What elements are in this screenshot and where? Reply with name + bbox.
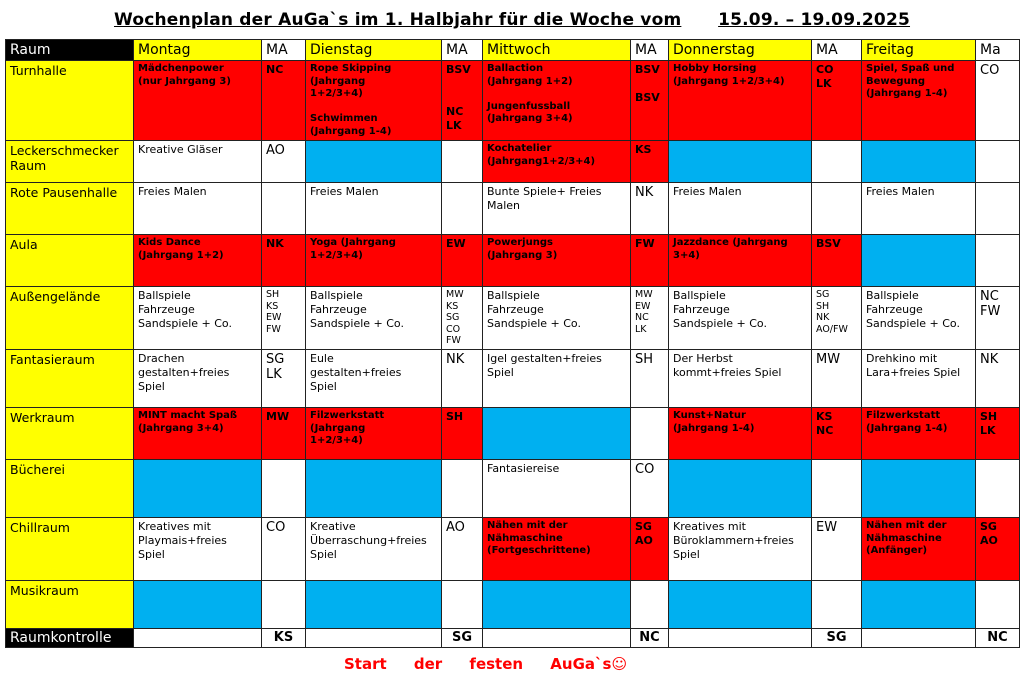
staff-code [635,77,664,91]
schedule-row [6,287,1020,350]
staff-code: CO [446,323,461,335]
room-control-value: SG [442,629,483,648]
page-title [0,10,1024,30]
staff-cell [262,350,306,408]
staff-code: KS [446,300,459,312]
room-control-value: NC [631,629,669,648]
activity-cell [306,350,442,408]
staff-cell [631,408,669,460]
activity-cell [306,460,442,518]
activity-line: Yoga (Jahrgang [310,237,396,248]
activity-cell [669,350,812,408]
activity-cell [483,235,631,287]
activity-line: Lara+freies Spiel [866,366,961,379]
schedule-row [6,141,1020,183]
staff-code: NC [816,424,834,437]
staff-cell [812,235,862,287]
staff-code: AO [446,520,465,535]
activity-cell [306,61,442,141]
staff-cell [812,408,862,460]
activity-line: Ballspiele [310,289,363,302]
schedule-row [6,581,1020,629]
activity-line: Sandspiele + Co. [673,317,767,330]
activity-cell [306,581,442,629]
staff-cell [631,61,669,141]
staff-cell [442,183,483,235]
staff-cell [631,518,669,581]
staff-code: EW [266,312,282,323]
room-name: Bücherei [6,460,134,518]
staff-code: AO [980,534,998,547]
activity-cell [483,61,631,141]
staff-code: NC [635,312,649,323]
activity-cell [306,141,442,183]
activity-line: gestalten+freies [310,366,402,379]
staff-cell [812,518,862,581]
staff-code: KS [266,300,279,312]
schedule-row [6,61,1020,141]
activity-cell [134,287,262,350]
activity-line: Schwimmen [310,113,378,124]
activity-cell [483,350,631,408]
activity-line: Spiel [310,380,337,393]
staff-code: EW [816,520,838,535]
room-name: Außengelände [6,287,134,350]
room-control-value: NC [976,629,1020,648]
activity-line: (Jahrgang 1+2) [487,75,573,87]
staff-cell [976,183,1020,235]
activity-cell [862,518,976,581]
staff-code: NK [446,352,465,367]
staff-cell [631,581,669,629]
activity-line: gestalten+freies [138,366,230,379]
staff-code: SH [980,410,998,423]
activity-line: Powerjungs [487,237,553,248]
activity-cell [862,408,976,460]
staff-code: CO [635,462,655,477]
staff-code: MW [635,289,653,300]
staff-cell [262,235,306,287]
activity-line: Ballspiele [673,289,726,302]
activity-line [487,88,626,101]
activity-line: 1+2/3+4) [310,249,363,261]
header-ma: Ma [976,40,1020,61]
activity-cell [862,183,976,235]
staff-code: MW [446,289,464,300]
activity-line: Fantasiereise [487,462,560,475]
staff-code: NC [446,105,464,118]
activity-line: Spiel [673,548,700,561]
staff-cell [631,141,669,183]
schedule-row [6,518,1020,581]
activity-line: Jazzdance (Jahrgang [673,237,788,248]
staff-cell [976,61,1020,141]
title-dates: 15.09. – 19.09.2025 [718,10,911,30]
activity-line: Kreatives mit [673,520,746,533]
staff-cell [442,408,483,460]
activity-line: Freies Malen [138,185,207,198]
activity-line: Nähmaschine [487,532,563,544]
activity-line: (Jahrgang 3+4) [138,422,224,434]
activity-line: Fahrzeuge [138,303,195,316]
header-ma: MA [442,40,483,61]
activity-line: Sandspiele + Co. [487,317,581,330]
activity-line: Fahrzeuge [487,303,544,316]
staff-code: BSV [635,91,660,104]
header-ma: MA [262,40,306,61]
staff-cell [262,183,306,235]
activity-cell [134,350,262,408]
activity-line: Bunte Spiele+ Freies [487,185,602,198]
staff-cell [631,287,669,350]
staff-cell [631,460,669,518]
room-name: Aula [6,235,134,287]
activity-line: Kreative [310,520,356,533]
activity-line: Kreative Gläser [138,143,223,156]
activity-line: kommt+freies Spiel [673,366,782,379]
activity-line [310,101,437,114]
schedule-row [6,460,1020,518]
activity-line: Kunst+Natur [673,410,746,421]
staff-cell [812,460,862,518]
staff-cell [262,287,306,350]
activity-line: Der Herbst [673,352,733,365]
activity-line: Sandspiele + Co. [138,317,232,330]
room-control-value: SG [812,629,862,648]
room-name: Fantasieraum [6,350,134,408]
room-name: Rote Pausenhalle [6,183,134,235]
activity-line: Kreatives mit [138,520,211,533]
header-day-tuesday: Dienstag [306,40,442,61]
activity-line: Malen [487,199,521,212]
staff-cell [442,235,483,287]
staff-cell [442,61,483,141]
activity-cell [134,460,262,518]
activity-cell [306,235,442,287]
activity-line: Freies Malen [673,185,742,198]
activity-line: Ballspiele [487,289,540,302]
activity-cell [669,287,812,350]
activity-line: 3+4) [673,249,700,261]
activity-line: Sandspiele + Co. [310,317,404,330]
activity-line: Nähmaschine [866,532,942,544]
staff-code: MW [816,352,841,367]
activity-line: Büroklammern+freies [673,534,794,547]
activity-cell [134,408,262,460]
activity-line: Nähen mit der [487,520,568,531]
staff-code: AO [635,534,653,547]
header-row [6,40,1020,61]
activity-line: (Anfänger) [866,545,928,556]
activity-line: (Jahrgang 1-4) [310,125,392,137]
staff-cell [976,287,1020,350]
staff-cell [442,460,483,518]
activity-line: (Jahrgang [310,422,366,434]
header-day-thursday: Donnerstag [669,40,812,61]
activity-cell [483,141,631,183]
activity-line: (Jahrgang 3+4) [487,113,573,124]
activity-cell [306,183,442,235]
activity-line: (Jahrgang 1-4) [866,88,948,99]
start-note: Start der festen AuGa`s☺ [344,655,628,673]
activity-line: (Jahrgang 1-4) [866,422,948,434]
activity-line: Spiel [487,366,514,379]
activity-line: Bewegung [866,75,925,87]
staff-code: CO [980,63,1000,78]
staff-code: FW [980,304,1001,319]
activity-cell [862,235,976,287]
staff-cell [631,350,669,408]
staff-code: BSV [446,63,471,76]
staff-code: LK [446,119,462,132]
activity-cell [862,61,976,141]
staff-code: CO [816,63,834,76]
activity-line: Sandspiele + Co. [866,317,960,330]
staff-code: SH [266,289,280,300]
activity-cell [862,141,976,183]
staff-code: FW [266,323,281,335]
staff-code: NK [816,312,830,323]
staff-code: NC [266,63,284,76]
schedule-row [6,408,1020,460]
activity-cell [862,350,976,408]
activity-cell [862,581,976,629]
staff-code: LK [816,77,832,90]
staff-cell [442,350,483,408]
activity-cell [134,581,262,629]
activity-cell [483,408,631,460]
activity-line: Freies Malen [310,185,379,198]
staff-cell [812,287,862,350]
staff-code: SG [980,520,997,533]
schedule-row [6,183,1020,235]
activity-cell [483,518,631,581]
staff-code: BSV [816,237,841,250]
activity-cell [669,235,812,287]
activity-line: Kochatelier [487,143,552,154]
activity-line: MINT macht Spaß [138,410,238,421]
staff-cell [812,350,862,408]
staff-code: NK [635,185,654,200]
activity-line: Überraschung+freies [310,534,427,547]
activity-line: Rope Skipping [310,63,392,74]
activity-line: Kids Dance [138,237,201,248]
staff-cell [812,183,862,235]
activity-cell [134,518,262,581]
activity-cell [306,287,442,350]
staff-code [446,77,478,91]
activity-line: Freies Malen [866,185,935,198]
staff-code: LK [980,424,996,437]
activity-cell [306,408,442,460]
activity-line: (Jahrgang 1+2) [138,249,224,261]
staff-cell [976,518,1020,581]
schedule-row [6,235,1020,287]
activity-line: Spiel [310,548,337,561]
footer-empty [862,629,976,648]
room-name: Werkraum [6,408,134,460]
activity-line: 1+2/3+4) [310,88,363,99]
staff-cell [976,235,1020,287]
staff-code: SG [635,520,652,533]
header-room: Raum [6,40,134,61]
header-day-friday: Freitag [862,40,976,61]
activity-line: Jungenfussball [487,100,571,112]
staff-cell [812,141,862,183]
schedule-table [5,39,1020,648]
staff-code: BSV [635,63,660,76]
activity-line: Mädchenpower [138,63,224,74]
activity-line: Fahrzeuge [310,303,367,316]
activity-cell [669,141,812,183]
staff-code: EW [635,300,651,312]
staff-code: SG [266,352,285,367]
activity-line: Spiel [138,380,165,393]
activity-line: Playmais+freies [138,534,227,547]
activity-cell [134,141,262,183]
activity-line: Nähen mit der [866,520,947,531]
staff-cell [976,350,1020,408]
header-ma: MA [631,40,669,61]
footer-empty [134,629,262,648]
activity-cell [134,61,262,141]
activity-cell [862,287,976,350]
activity-cell [483,287,631,350]
footer-empty [483,629,631,648]
room-control-row [6,629,1020,648]
activity-line: Hobby Horsing [673,63,757,74]
header-ma: MA [812,40,862,61]
room-control-label: Raumkontrolle [6,629,134,648]
staff-code: FW [635,237,655,250]
activity-line: (Jahrgang 3) [487,249,558,261]
header-day-monday: Montag [134,40,262,61]
staff-code: SH [635,352,654,367]
activity-cell [669,408,812,460]
title-text: Wochenplan der AuGa`s im 1. Halbjahr für die Woche vom [113,10,682,30]
staff-cell [442,518,483,581]
staff-code: SH [446,410,464,423]
activity-cell [306,518,442,581]
activity-cell [134,183,262,235]
staff-code: AO/FW [816,323,848,335]
staff-cell [262,61,306,141]
staff-cell [262,408,306,460]
activity-cell [483,460,631,518]
activity-line: (Fortgeschrittene) [487,545,591,556]
staff-code: LK [635,323,647,335]
room-name: Chillraum [6,518,134,581]
staff-cell [262,518,306,581]
activity-line: Drachen [138,352,185,365]
room-control-value: KS [262,629,306,648]
activity-cell [669,518,812,581]
activity-line: Spiel [138,548,165,561]
activity-line: (Jahrgang1+2/3+4) [487,155,596,167]
staff-cell [631,235,669,287]
header-day-wednesday: Mittwoch [483,40,631,61]
activity-cell [669,183,812,235]
staff-code: SG [816,289,830,300]
activity-line: Fahrzeuge [673,303,730,316]
activity-line: Filzwerkstatt [866,410,941,421]
activity-line: Ballspiele [866,289,919,302]
room-name: Turnhalle [6,61,134,141]
staff-code: KS [816,410,833,423]
activity-line: Spiel, Spaß und [866,63,955,74]
activity-line: (Jahrgang [310,75,366,87]
activity-cell [669,581,812,629]
staff-cell [262,460,306,518]
staff-code: CO [266,520,286,535]
schedule-row [6,350,1020,408]
activity-line: (nur Jahrgang 3) [138,75,231,87]
staff-code: SH [816,300,830,312]
activity-line: Filzwerkstatt [310,410,385,421]
staff-code: EW [446,237,466,250]
staff-code: AO [266,143,285,158]
activity-line: Ballaction [487,63,544,74]
staff-cell [976,408,1020,460]
activity-line: (Jahrgang 1-4) [673,422,755,434]
activity-line: Eule [310,352,334,365]
footer-empty [306,629,442,648]
activity-line: 1+2/3+4) [310,435,363,446]
staff-cell [442,581,483,629]
staff-code: MW [266,410,290,423]
staff-code: FW [446,335,461,346]
staff-cell [976,581,1020,629]
staff-cell [442,287,483,350]
activity-line: Igel gestalten+freies [487,352,602,365]
staff-cell [812,581,862,629]
staff-code: NK [266,237,284,250]
activity-cell [134,235,262,287]
activity-cell [669,61,812,141]
staff-cell [631,183,669,235]
staff-code [446,91,478,105]
room-name: Leckerschmecker Raum [6,141,134,183]
activity-cell [669,460,812,518]
activity-cell [483,581,631,629]
staff-code: SG [446,312,460,323]
staff-cell [442,141,483,183]
activity-line: Ballspiele [138,289,191,302]
activity-cell [862,460,976,518]
staff-code: LK [266,367,282,382]
staff-cell [262,141,306,183]
room-name: Musikraum [6,581,134,629]
staff-cell [976,460,1020,518]
staff-code: KS [635,143,652,156]
activity-line: (Jahrgang 1+2/3+4) [673,75,785,87]
staff-cell [976,141,1020,183]
activity-line: Fahrzeuge [866,303,923,316]
staff-code: NC [980,289,999,304]
activity-line: Drehkino mit [866,352,938,365]
footer-empty [669,629,812,648]
staff-code: NK [980,352,999,367]
activity-cell [483,183,631,235]
staff-cell [812,61,862,141]
staff-cell [262,581,306,629]
